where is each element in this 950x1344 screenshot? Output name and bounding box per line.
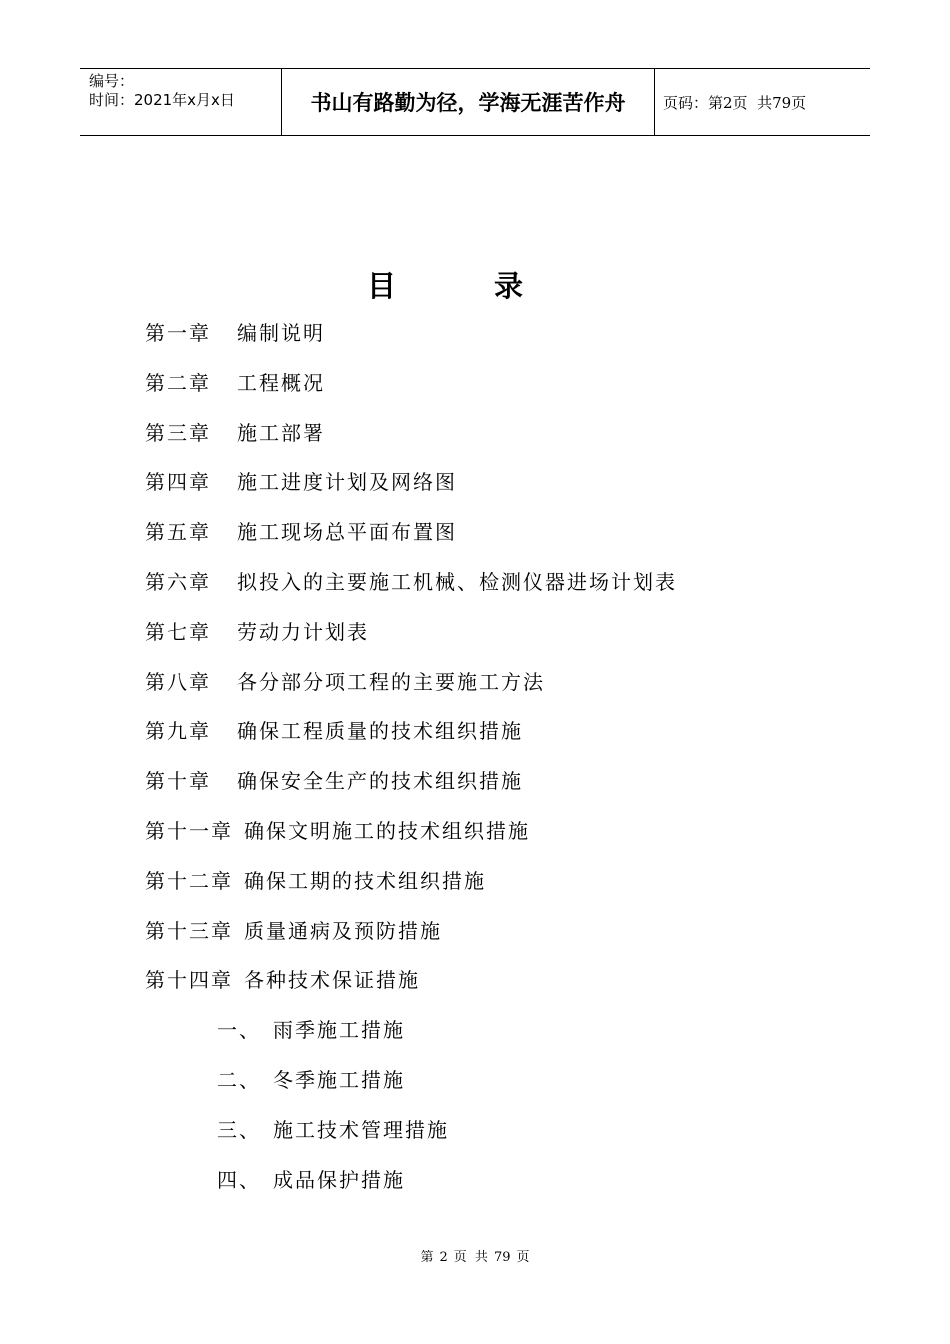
toc-subsection[interactable] — [145, 1165, 677, 1215]
chapter-number: 第十三章 — [145, 918, 233, 943]
document-date-label: 时间：2021年x月x日 — [89, 91, 235, 109]
chapter-title: 确保安全生产的技术组织措施 — [237, 769, 523, 794]
chapter-title: 施工现场总平面布置图 — [237, 520, 457, 545]
subsection-title: 成品保护措施 — [273, 1167, 405, 1192]
toc-chapter[interactable] — [145, 667, 677, 717]
toc-chapter[interactable] — [145, 318, 677, 368]
toc-chapter[interactable] — [145, 567, 677, 617]
toc-chapter[interactable] — [145, 467, 677, 517]
chapter-title: 确保文明施工的技术组织措施 — [244, 818, 530, 843]
subsection-number: 一、 — [217, 1018, 261, 1043]
toc-subsection[interactable] — [145, 1065, 677, 1115]
header-meta-cell — [80, 69, 282, 135]
table-of-contents — [145, 318, 677, 1214]
subsection-title: 施工技术管理措施 — [273, 1117, 449, 1142]
chapter-title: 各分部分项工程的主要施工方法 — [237, 669, 545, 694]
subsection-title: 冬季施工措施 — [273, 1067, 405, 1092]
toc-chapter[interactable] — [145, 916, 677, 966]
footer-middle: 页 共 — [453, 1250, 488, 1265]
chapter-number: 第七章 — [145, 619, 211, 644]
page-header — [80, 68, 870, 136]
toc-chapter[interactable] — [145, 617, 677, 667]
chapter-title: 劳动力计划表 — [237, 619, 369, 644]
header-page-number: 页码：第2页 共79页 — [663, 93, 807, 112]
chapter-number: 第十章 — [145, 769, 211, 794]
chapter-number: 第十四章 — [145, 968, 233, 993]
chapter-number: 第二章 — [145, 370, 211, 395]
chapter-number: 第九章 — [145, 719, 211, 744]
toc-chapter[interactable] — [145, 368, 677, 418]
chapter-number: 第十二章 — [145, 868, 233, 893]
subsection-number: 二、 — [217, 1067, 261, 1092]
chapter-number: 第十一章 — [145, 818, 233, 843]
toc-chapter[interactable] — [145, 716, 677, 766]
toc-subsection[interactable] — [145, 1115, 677, 1165]
subsection-number: 四、 — [217, 1167, 261, 1192]
chapter-number: 第六章 — [145, 569, 211, 594]
toc-chapter[interactable] — [145, 418, 677, 468]
chapter-number: 第一章 — [145, 321, 211, 345]
chapter-title: 拟投入的主要施工机械、检测仪器进场计划表 — [237, 569, 677, 594]
chapter-title: 各种技术保证措施 — [244, 968, 420, 993]
chapter-title: 施工进度计划及网络图 — [237, 470, 457, 495]
toc-chapter[interactable] — [145, 766, 677, 816]
subsection-title: 雨季施工措施 — [273, 1018, 405, 1043]
toc-title: 目 录 — [366, 269, 568, 303]
header-motto — [282, 69, 655, 135]
chapter-title: 确保工程质量的技术组织措施 — [237, 719, 523, 744]
chapter-number: 第八章 — [145, 669, 211, 694]
chapter-title: 确保工期的技术组织措施 — [244, 868, 486, 893]
page-footer — [0, 1246, 950, 1265]
toc-chapter[interactable] — [145, 866, 677, 916]
chapter-title: 工程概况 — [237, 370, 325, 395]
chapter-number: 第四章 — [145, 470, 211, 495]
motto-text: 书山有路勤为径，学海无涯苦作舟 — [310, 90, 626, 115]
toc-chapter[interactable] — [145, 517, 677, 567]
subsection-number: 三、 — [217, 1117, 261, 1142]
toc-chapter[interactable] — [145, 965, 677, 1015]
chapter-number: 第三章 — [145, 420, 211, 445]
toc-chapter[interactable] — [145, 816, 677, 866]
chapter-title: 质量通病及预防措施 — [244, 918, 442, 943]
toc-subsection[interactable] — [145, 1015, 677, 1065]
document-code-label: 编号： — [89, 72, 135, 90]
chapter-title: 施工部署 — [237, 420, 325, 445]
chapter-title: 编制说明 — [237, 321, 325, 345]
footer-suffix: 页 — [516, 1250, 530, 1265]
chapter-number: 第五章 — [145, 520, 211, 545]
footer-page-number: 2 — [439, 1250, 448, 1265]
header-page-cell — [655, 69, 870, 135]
footer-total-pages: 79 — [493, 1250, 511, 1265]
footer-prefix: 第 — [420, 1250, 434, 1265]
